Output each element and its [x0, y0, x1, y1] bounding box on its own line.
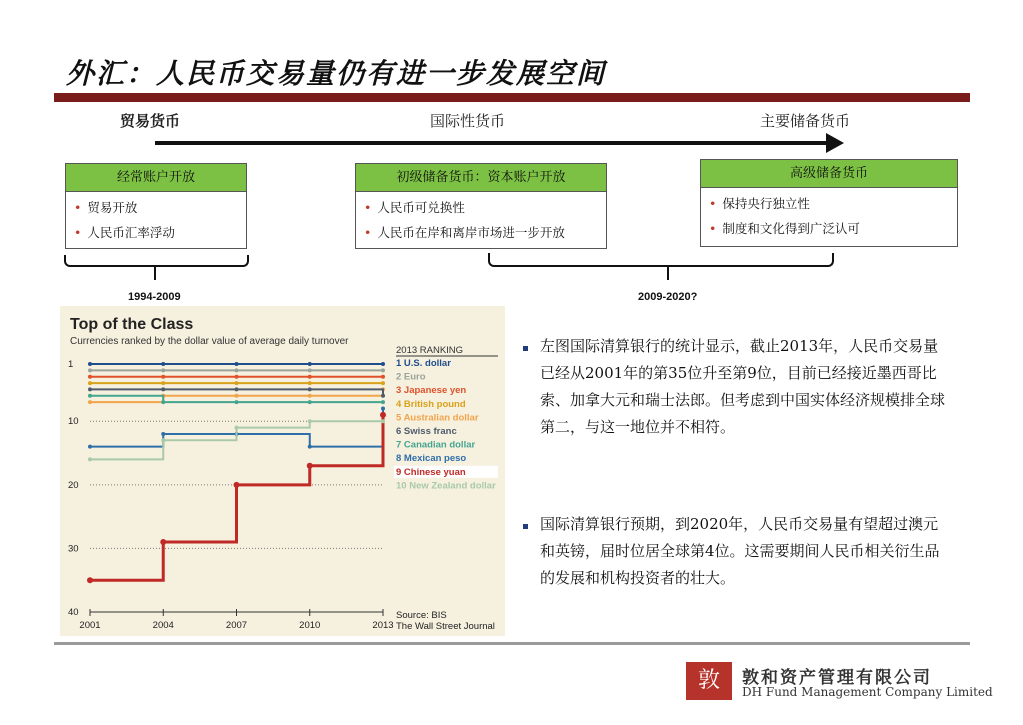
stage-box-capital-account [355, 163, 607, 249]
bullet-dot-icon: • [709, 196, 717, 211]
box-list-item: • 人民币可兑换性 [364, 200, 465, 215]
title-underline-bar [54, 93, 970, 102]
box-list-item: • 制度和文化得到广泛认可 [709, 221, 860, 236]
stage-box-advanced-reserve [700, 159, 958, 247]
series-point [308, 419, 312, 423]
legend-item: 4 British pound [396, 398, 466, 410]
legend-item: 7 Canadian dollar [396, 439, 476, 451]
series-point [308, 387, 312, 391]
company-name-cn: 敦和资产管理有限公司 [742, 668, 932, 688]
series-point [161, 362, 165, 366]
page-title: 外汇：人民币交易量仍有进一步发展空间 [66, 57, 607, 90]
series-point [381, 362, 385, 366]
series-point [308, 394, 312, 398]
y-tick-label: 10 [68, 416, 79, 428]
chart-title: Top of the Class [70, 316, 194, 333]
legend-item: 3 Japanese yen [396, 385, 467, 397]
footer-divider [54, 642, 970, 645]
y-tick-label: 40 [68, 607, 79, 618]
period-label-2009-2020: 2009-2020? [638, 291, 698, 303]
series-point [235, 368, 239, 372]
series-point [88, 368, 92, 372]
series-point [160, 539, 166, 545]
series-point [308, 375, 312, 379]
series-point [88, 394, 92, 398]
legend-item: 9 Chinese yuan [396, 466, 466, 478]
series-point [88, 375, 92, 379]
currency-ranking-chart [60, 306, 505, 636]
x-tick-label: 2013 [372, 620, 394, 631]
series-point [380, 412, 386, 418]
series-point [308, 362, 312, 366]
series-point [161, 381, 165, 385]
brace-tip [154, 266, 156, 280]
box-list-item: • 人民币在岸和离岸市场进一步开放 [364, 225, 565, 240]
series-point [381, 394, 385, 398]
chart-source: Source: BIS [396, 610, 447, 621]
period-brace-left [64, 255, 249, 267]
box-list-item: • 保持央行独立性 [709, 196, 810, 211]
series-point [87, 577, 93, 583]
series-point [235, 426, 239, 430]
box-header: 经常账户开放 [66, 164, 246, 192]
chart-source: The Wall Street Journal [396, 621, 495, 632]
bullet-dot-icon: • [74, 225, 82, 240]
series-point [161, 375, 165, 379]
arrow-right-icon [826, 133, 844, 153]
series-point [88, 445, 92, 449]
legend-item: 6 Swiss franc [396, 426, 457, 437]
bullet-dot-icon: • [74, 200, 82, 215]
bullet-text-2: 国际清算银行预期，到2020年，人民币交易量有望超过澳元和英镑，届时位居全球第4位。这需要期间人民币相关衍生品的发展和机构投资者的壮大。 [540, 515, 940, 587]
chart-panel [60, 306, 505, 636]
stage-trade-currency: 贸易货币 [120, 112, 181, 130]
legend-item: 8 Mexican peso [396, 453, 467, 465]
bullet-square-icon [523, 346, 528, 351]
stage-reserve-currency: 主要储备货币 [760, 112, 851, 130]
y-tick-label: 30 [68, 543, 79, 555]
x-tick-label: 2001 [79, 620, 101, 631]
bullet-dot-icon: • [364, 200, 372, 215]
series-point [235, 387, 239, 391]
y-tick-label: 1 [68, 359, 74, 370]
stage-box-current-account [65, 163, 247, 249]
series-point [88, 387, 92, 391]
series-point [381, 400, 385, 404]
series-point [235, 400, 239, 404]
period-label-1994-2009: 1994-2009 [128, 291, 181, 303]
series-point [161, 432, 165, 436]
period-brace-right [488, 253, 834, 267]
series-point [235, 394, 239, 398]
box-header: 初级储备货币：资本账户开放 [356, 164, 606, 192]
series-point [235, 362, 239, 366]
series-point [235, 375, 239, 379]
legend-item: 10 New Zealand dollar [396, 480, 496, 492]
x-tick-label: 2004 [152, 620, 174, 631]
series-point [381, 419, 385, 423]
series-point [88, 381, 92, 385]
series-point [381, 368, 385, 372]
series-point [381, 375, 385, 379]
series-point [88, 400, 92, 404]
series-point [308, 381, 312, 385]
series-point [161, 400, 165, 404]
box-list-item: • 人民币汇率浮动 [74, 225, 175, 240]
company-name-en: DH Fund Management Company Limited [742, 685, 993, 699]
brace-tip [667, 266, 669, 280]
bullet-dot-icon: • [364, 225, 372, 240]
legend-item: 2 Euro [396, 371, 426, 383]
series-point [161, 387, 165, 391]
legend-title: 2013 RANKING [396, 345, 464, 356]
series-point [381, 381, 385, 385]
series-point [308, 400, 312, 404]
series-point [234, 482, 240, 488]
series-point [235, 381, 239, 385]
bullet-square-icon [523, 524, 528, 529]
series-point [88, 362, 92, 366]
y-tick-label: 20 [68, 479, 79, 491]
series-point [308, 368, 312, 372]
series-point [307, 463, 313, 469]
x-tick-label: 2007 [225, 620, 248, 631]
series-point [88, 457, 92, 461]
box-list-item: • 贸易开放 [74, 200, 138, 215]
series-point [381, 407, 385, 411]
progress-arrow-line [155, 141, 830, 145]
series-point [161, 438, 165, 442]
x-tick-label: 2010 [299, 620, 321, 631]
chart-subtitle: Currencies ranked by the dollar value of average daily turnover [70, 336, 349, 347]
company-logo: 敦 [686, 662, 732, 700]
box-header: 高级储备货币 [701, 160, 957, 188]
bullet-dot-icon: • [709, 221, 717, 236]
bullet-text-1: 左图国际清算银行的统计显示，截止2013年，人民币交易量已经从2001年的第35位升至第9位，目前已经接近墨西哥比索、加拿大元和瑞士法郎。但考虑到中国实体经济规模排全球第二，与这一地位并不相符。 [540, 337, 946, 436]
legend-item: 1 U.S. dollar [396, 358, 451, 369]
legend-item: 5 Australian dollar [396, 412, 479, 424]
series-point [308, 445, 312, 449]
series-point [161, 368, 165, 372]
stage-international-currency: 国际性货币 [430, 112, 506, 130]
